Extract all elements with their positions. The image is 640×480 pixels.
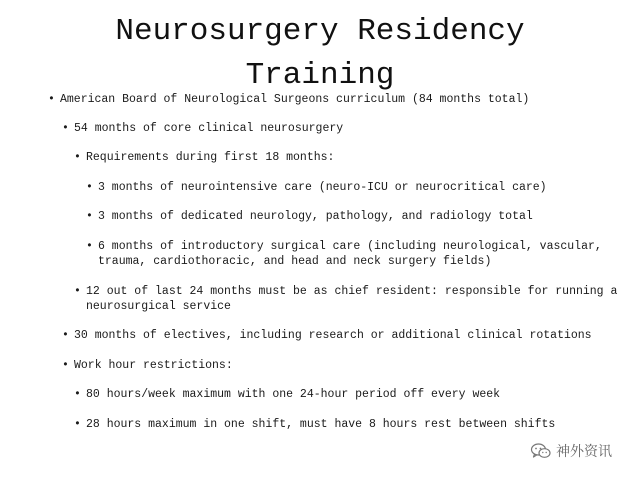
bullet-dot: •	[86, 240, 93, 253]
list-item	[48, 92, 529, 107]
list-item	[62, 328, 592, 343]
list-item	[62, 121, 343, 136]
list-item-text: 80 hours/week maximum with one 24-hour period off every week	[86, 388, 501, 401]
bullet-dot: •	[74, 285, 81, 298]
list-item-text: 28 hours maximum in one shift, must have 8 hours rest between shifts	[86, 418, 556, 431]
bullet-dot: •	[62, 359, 69, 372]
bullet-dot: •	[74, 151, 81, 164]
list-item-text: 54 months of core clinical neurosurgery	[74, 122, 344, 135]
list-item-text-line-2: trauma, cardiothoracic, and head and neck surgery fields)	[98, 255, 492, 268]
list-item	[86, 209, 533, 224]
bullet-dot: •	[86, 181, 93, 194]
slide-title	[0, 10, 640, 98]
list-item-text: 3 months of neurointensive care (neuro-ICU or neurocritical care)	[98, 181, 547, 194]
bullet-dot: •	[74, 388, 81, 401]
list-item-text-line-2: neurosurgical service	[86, 300, 231, 313]
list-item	[74, 150, 334, 165]
title-line-2: Training	[245, 58, 395, 93]
bullet-dot: •	[62, 122, 69, 135]
list-item	[86, 239, 602, 269]
bullet-dot: •	[86, 210, 93, 223]
list-item-text: Work hour restrictions:	[74, 359, 233, 372]
title-line-1: Neurosurgery Residency	[115, 14, 525, 49]
watermark	[530, 440, 612, 462]
list-item	[74, 417, 555, 432]
wechat-icon	[530, 442, 552, 460]
list-item-text-line-1: 12 out of last 24 months must be as chief resident: responsible for running a	[86, 285, 618, 298]
list-item	[74, 387, 500, 402]
bullet-dot: •	[62, 329, 69, 342]
list-item-text: American Board of Neurological Surgeons curriculum (84 months total)	[60, 93, 530, 106]
list-item	[62, 358, 233, 373]
list-item	[86, 180, 547, 195]
list-item	[74, 284, 617, 314]
list-item-text: 30 months of electives, including research or additional clinical rotations	[74, 329, 592, 342]
watermark-text: 神外资讯	[556, 444, 612, 460]
list-item-text-line-1: 6 months of introductory surgical care (including neurological, vascular,	[98, 240, 602, 253]
list-item-text: 3 months of dedicated neurology, pathology, and radiology total	[98, 210, 533, 223]
list-item-text: Requirements during first 18 months:	[86, 151, 335, 164]
bullet-dot: •	[48, 93, 55, 106]
bullet-dot: •	[74, 418, 81, 431]
